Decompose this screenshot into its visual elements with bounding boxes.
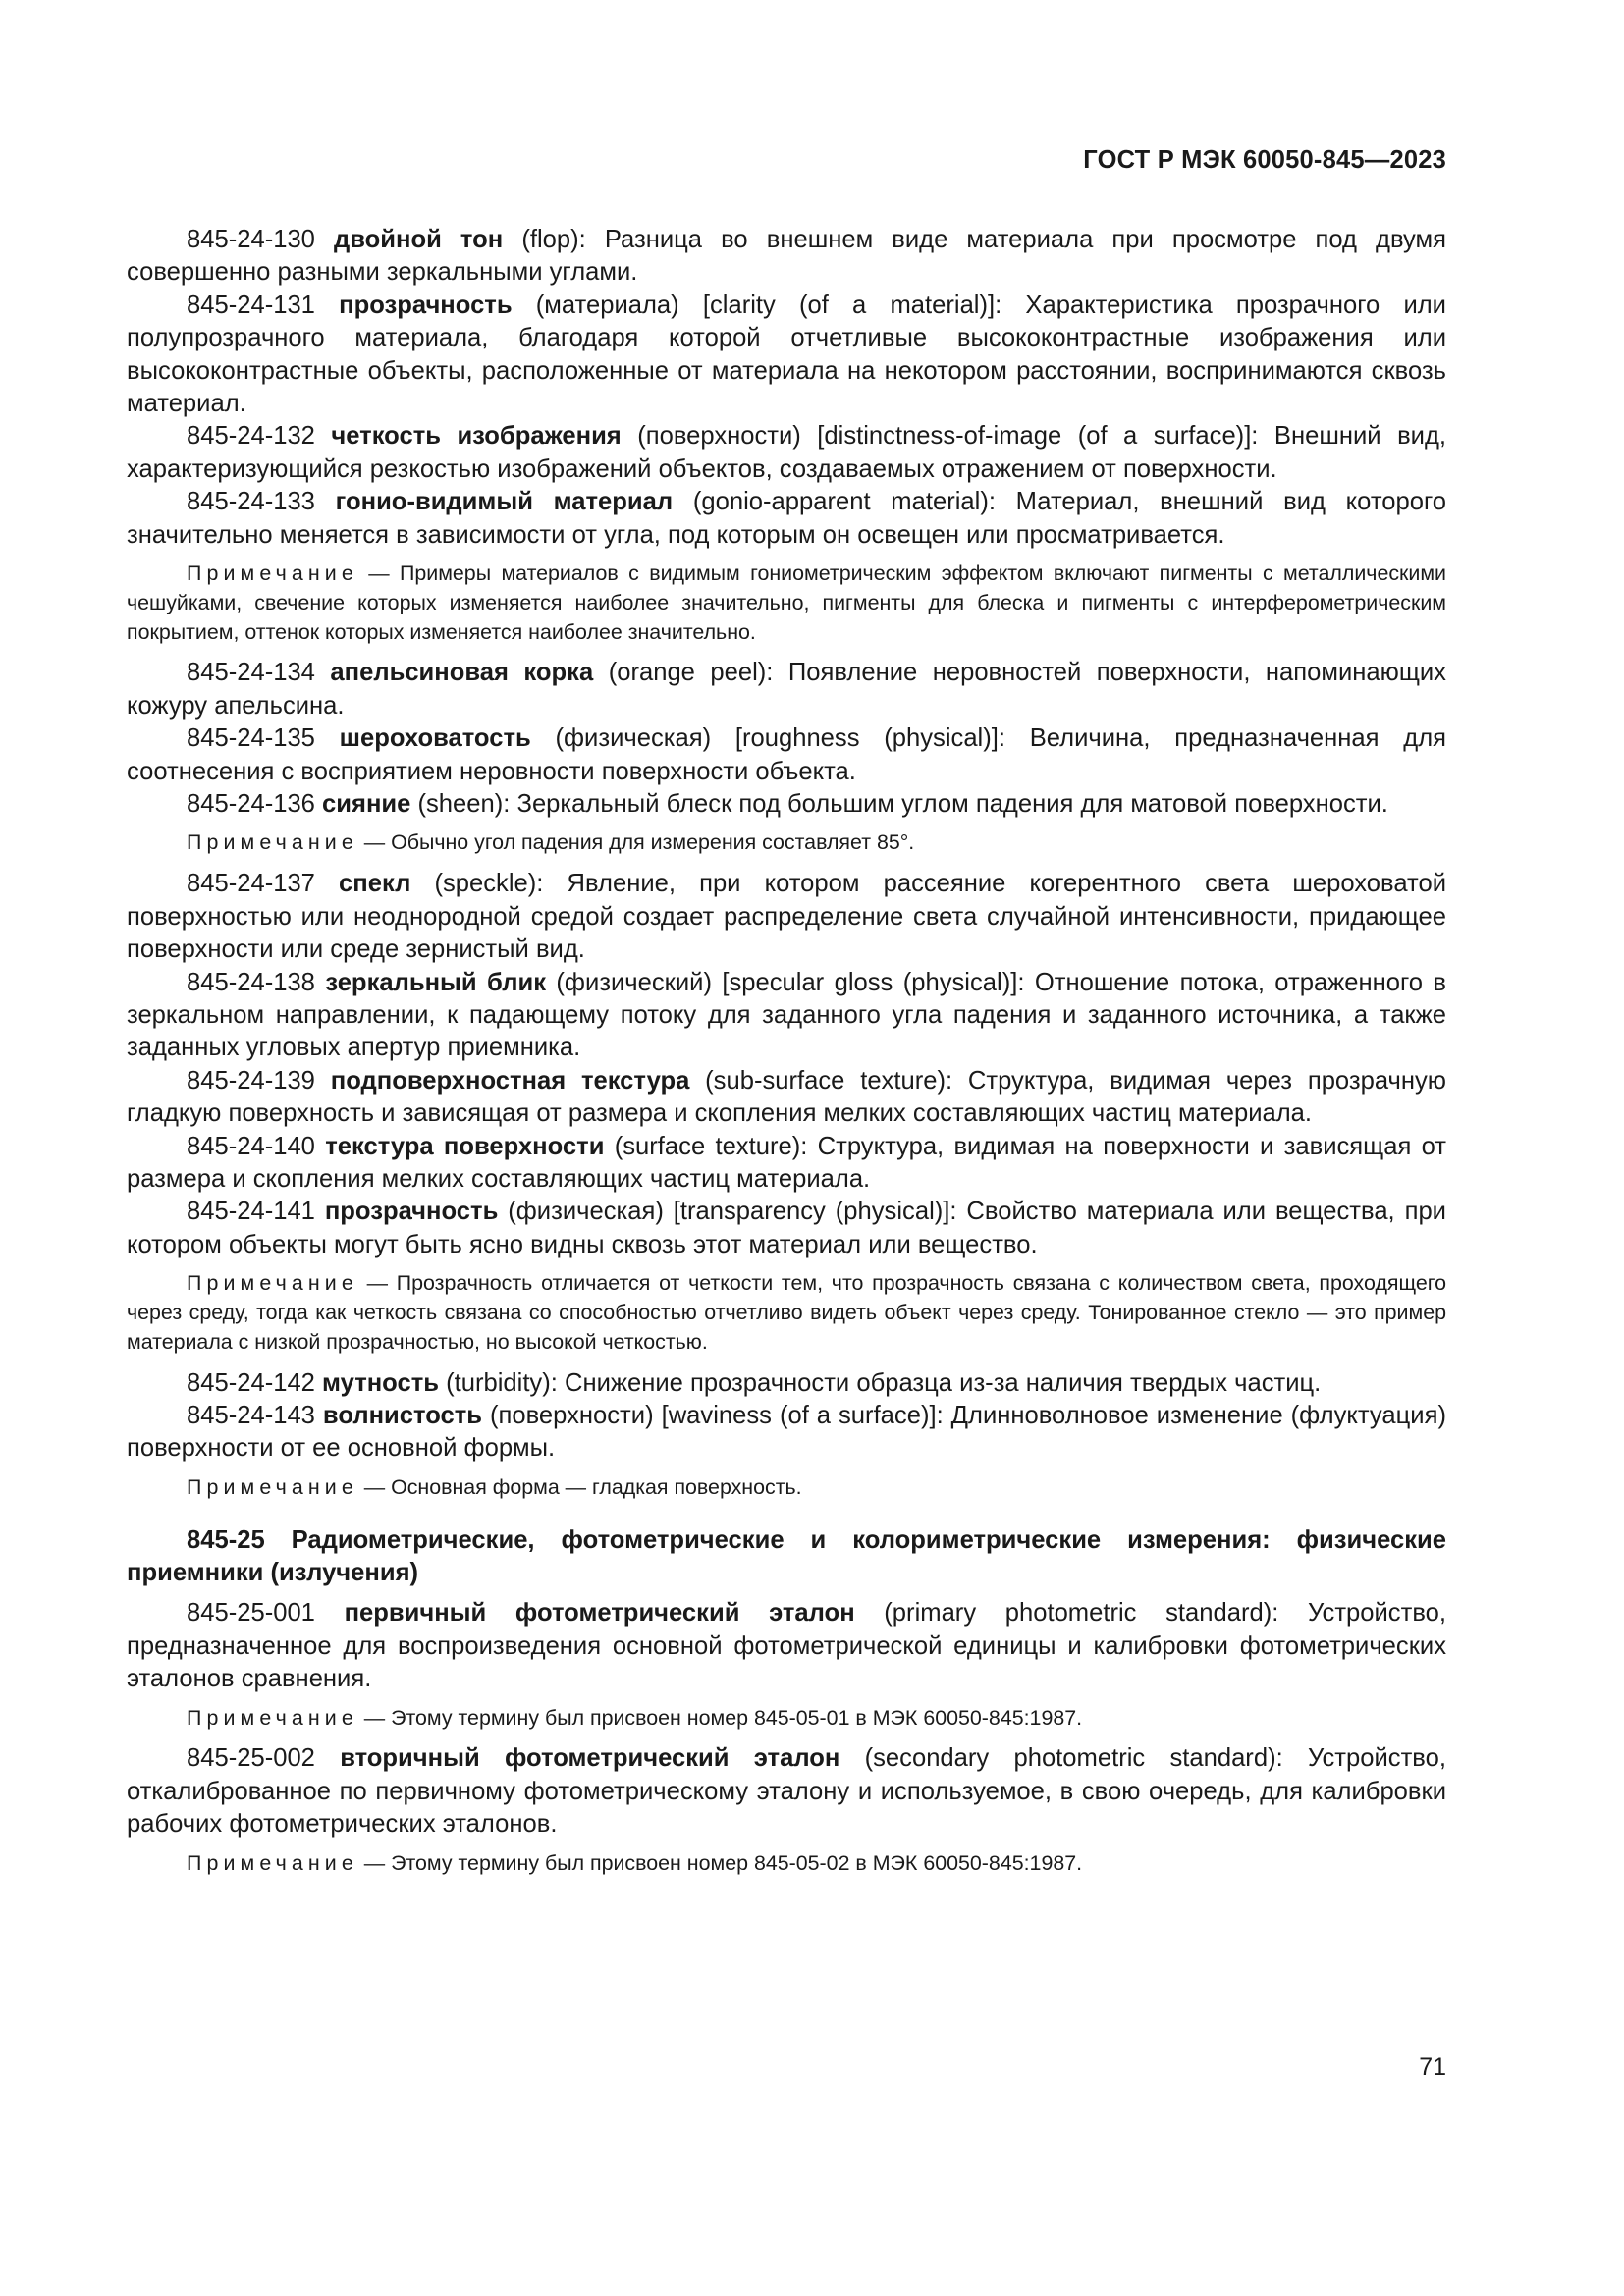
term-name: текстура поверхности (325, 1132, 605, 1160)
note (127, 560, 1446, 647)
term-definition: (primary photometric standard): Устройство, предназначенное для воспроизведения основной фотометрической единицы и калибровки фотометрических эталонов сравнения. (127, 1599, 1446, 1693)
term-entry (127, 1597, 1446, 1695)
term-number: 845-24-142 (187, 1368, 315, 1397)
document-header: ГОСТ Р МЭК 60050-845—2023 (1083, 146, 1446, 174)
note (127, 1473, 1446, 1503)
term-entry (127, 868, 1446, 966)
term-name: спекл (339, 870, 411, 898)
term-entry (127, 1400, 1446, 1466)
note-label: Примечание (187, 830, 358, 855)
term-number: 845-25-001 (187, 1599, 315, 1628)
term-number: 845-24-141 (187, 1198, 315, 1226)
term-number: 845-24-134 (187, 659, 315, 687)
term-definition: (физическая) [transparency (physical)]: Свойство материала или вещества, при котором объекты могут быть ясно видны сквозь этот материал или вещество. (127, 1198, 1446, 1258)
note-label: Примечание (187, 1271, 358, 1296)
term-number: 845-24-132 (187, 422, 315, 451)
term-definition: (физическая) [roughness (physical)]: Величина, предназначенная для соотнесения с восприятием неровности поверхности объекта. (127, 724, 1446, 785)
note-text: — Этому термину был присвоен номер 845-05-02 в МЭК 60050-845:1987. (357, 1850, 1083, 1875)
note (127, 1269, 1446, 1357)
term-definition: (материала) [clarity (of a material)]: Характеристика прозрачного или полупрозрачного материала, благодаря которой отчетливые высококонтрастные изображения или высококонтрастные объекты, расположенные от материала на некотором расстоянии, воспринимаются сквозь материал. (127, 291, 1446, 418)
term-name: двойной тон (334, 226, 504, 253)
term-definition: (orange peel): Появление неровностей поверхности, напоминающих кожуру апельсина. (127, 659, 1446, 720)
term-definition: (flop): Разница во внешнем виде материала при просмотре под двумя совершенно разными зеркальными углами. (127, 226, 1446, 287)
note-text: — Прозрачность отличается от четкости тем, что прозрачность связана с количеством света, проходящего через среду, тогда как четкость связана со способностью отчетливо видеть объект через среду. Тонированное стекло — это пример материала с низкой прозрачностью, но высокой четкостью. (127, 1271, 1446, 1354)
term-entry (127, 722, 1446, 788)
term-number: 845-25-002 (187, 1744, 315, 1773)
term-entry (127, 1131, 1446, 1197)
term-number: 845-24-135 (187, 724, 315, 753)
term-number: 845-24-137 (187, 870, 315, 898)
term-entry (127, 1742, 1446, 1841)
term-definition: (физический) [specular gloss (physical)]: Отношение потока, отраженного в зеркальном направлении, к падающему потоку для заданного угла падения и заданного источника, а также заданных угловых апертур приемника. (127, 968, 1447, 1062)
term-entry (127, 967, 1446, 1065)
term-number: 845-24-138 (187, 968, 315, 996)
term-definition: (speckle): Явление, при котором рассеяние когерентного света шероховатой поверхностью или неоднородной средой создает распределение света случайной интенсивности, придающее поверхности или среде зернистый вид. (127, 870, 1446, 964)
term-definition: (turbidity): Снижение прозрачности образца из-за наличия твердых частиц. (438, 1368, 1322, 1397)
term-number: 845-24-131 (187, 291, 315, 319)
note-text: — Основная форма — гладкая поверхность. (357, 1474, 802, 1499)
note (127, 828, 1446, 858)
term-definition: (sub-surface texture): Структура, видимая через прозрачную гладкую поверхность и зависящая от размера и скопления мелких составляющих частиц материала. (127, 1066, 1446, 1128)
term-entry (127, 290, 1446, 421)
term-entry (127, 1367, 1446, 1400)
note (127, 1704, 1446, 1734)
term-name: шероховатость (339, 724, 531, 753)
term-number: 845-24-133 (187, 488, 315, 516)
term-entry (127, 1196, 1446, 1261)
term-name: зеркальный блик (325, 968, 547, 996)
term-name: сияние (322, 790, 411, 819)
term-name: мутность (322, 1368, 439, 1397)
term-name: вторичный фотометрический эталон (340, 1744, 840, 1773)
term-number: 845-24-136 (187, 790, 315, 819)
section-heading: 845-25 Радиометрические, фотометрические и колориметрические измерения: физические приемники (излучения) (127, 1525, 1446, 1586)
note-label: Примечание (187, 1705, 358, 1730)
term-name: первичный фотометрический эталон (344, 1599, 855, 1628)
term-entry (127, 224, 1446, 290)
document-body (127, 224, 1446, 1888)
note-text: — Этому термину был присвоен номер 845-05-01 в МЭК 60050-845:1987. (357, 1705, 1083, 1730)
term-name: волнистость (322, 1401, 482, 1429)
term-definition: (поверхности) [distinctness-of-image (of a surface)]: Внешний вид, характеризующийся резкостью изображений объектов, создаваемых отражением от поверхности. (127, 422, 1447, 483)
note-label: Примечание (187, 1850, 358, 1875)
term-name: четкость изображения (331, 422, 622, 451)
term-number: 845-24-130 (187, 226, 315, 253)
term-name: апельсиновая корка (330, 659, 594, 687)
page-number: 71 (1419, 2054, 1446, 2081)
term-number: 845-24-140 (187, 1132, 315, 1160)
note-label: Примечание (187, 561, 358, 586)
term-entry (127, 657, 1446, 722)
term-definition: (sheen): Зеркальный блеск под большим углом падения для матовой поверхности. (410, 790, 1388, 819)
term-name: прозрачность (324, 1198, 499, 1226)
term-number: 845-24-143 (187, 1401, 315, 1429)
term-name: подповерхностная текстура (330, 1066, 690, 1095)
note (127, 1849, 1446, 1879)
term-definition: (gonio-apparent material): Материал, внешний вид которого значительно меняется в зависимости от угла, под которым он освещен или просматривается. (127, 488, 1446, 549)
term-definition: (secondary photometric standard): Устройство, откалиброванное по первичному фотометрическому эталону и используемое, в свою очередь, для калибровки рабочих фотометрических эталонов. (127, 1744, 1446, 1839)
term-entry (127, 1065, 1446, 1131)
term-entry (127, 420, 1446, 486)
term-definition: (surface texture): Структура, видимая на поверхности и зависящая от размера и скопления мелких составляющих частиц материала. (127, 1132, 1446, 1193)
term-entry (127, 788, 1446, 821)
note-text: — Примеры материалов с видимым гониометрическим эффектом включают пигменты с металлическими чешуйками, свечение которых изменяется наиболее значительно, пигменты для блеска и пигменты с интерферометрическим покрытием, оттенок которых изменяется наиболее значительно. (127, 561, 1446, 644)
term-definition: (поверхности) [waviness (of a surface)]: Длинноволновое изменение (флуктуация) поверхности от ее основной формы. (127, 1401, 1446, 1463)
term-name: прозрачность (339, 291, 513, 319)
term-name: гонио-видимый материал (335, 488, 674, 516)
note-text: — Обычно угол падения для измерения составляет 85°. (357, 830, 915, 855)
term-entry (127, 486, 1446, 552)
note-label: Примечание (187, 1474, 358, 1499)
term-number: 845-24-139 (187, 1066, 315, 1095)
